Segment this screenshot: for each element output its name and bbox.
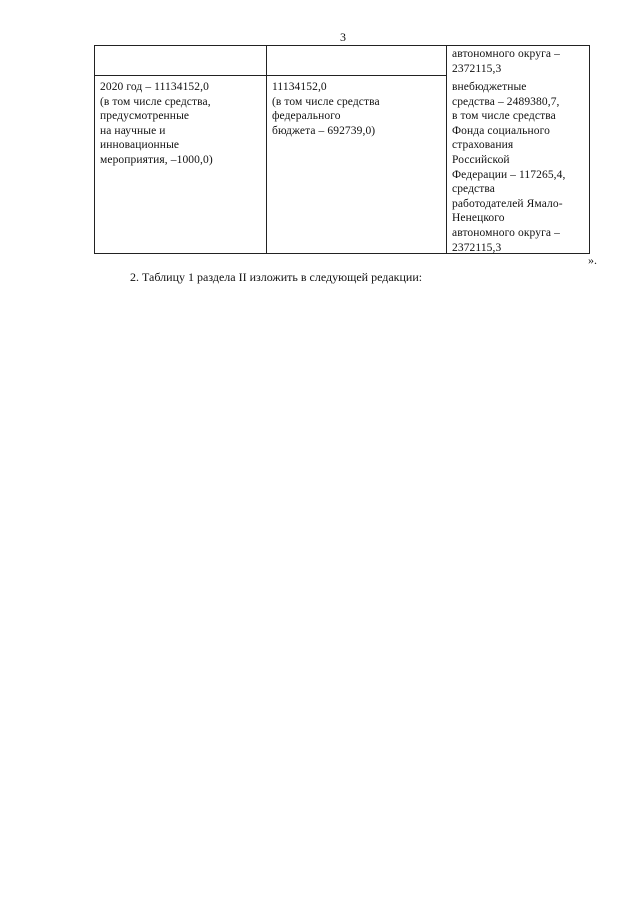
cell-okrug-top: автономного округа – 2372115,3 [452,48,560,75]
table-top-border [94,45,590,46]
cell-year-2020-total: 2020 год – 11134152,0 (в том числе средства, предусмотренные на научные и инновационные мероприятия, –1000,0) [100,81,213,166]
closing-quote: ». [588,253,597,267]
table-row-divider [94,75,446,76]
table-col-divider-2 [446,45,447,254]
table-col-divider-1 [266,45,267,254]
table-left-border [94,45,95,254]
paragraph-item-2: 2. Таблицу 1 раздела II изложить в следующей редакции: [130,270,423,284]
table-right-border [589,45,590,254]
cell-federal-budget: 11134152,0 (в том числе средства федерального бюджета – 692739,0) [272,81,380,137]
cell-extrabudgetary: внебюджетные средства – 2489380,7, в том числе средства Фонда социального страхования Российской Федерации – 117265,4, средства работодателей Ямало- Ненецкого автономного округа – 2372115,3 [452,81,566,254]
table-fragment [94,45,590,255]
page-number: 3 [340,30,346,44]
